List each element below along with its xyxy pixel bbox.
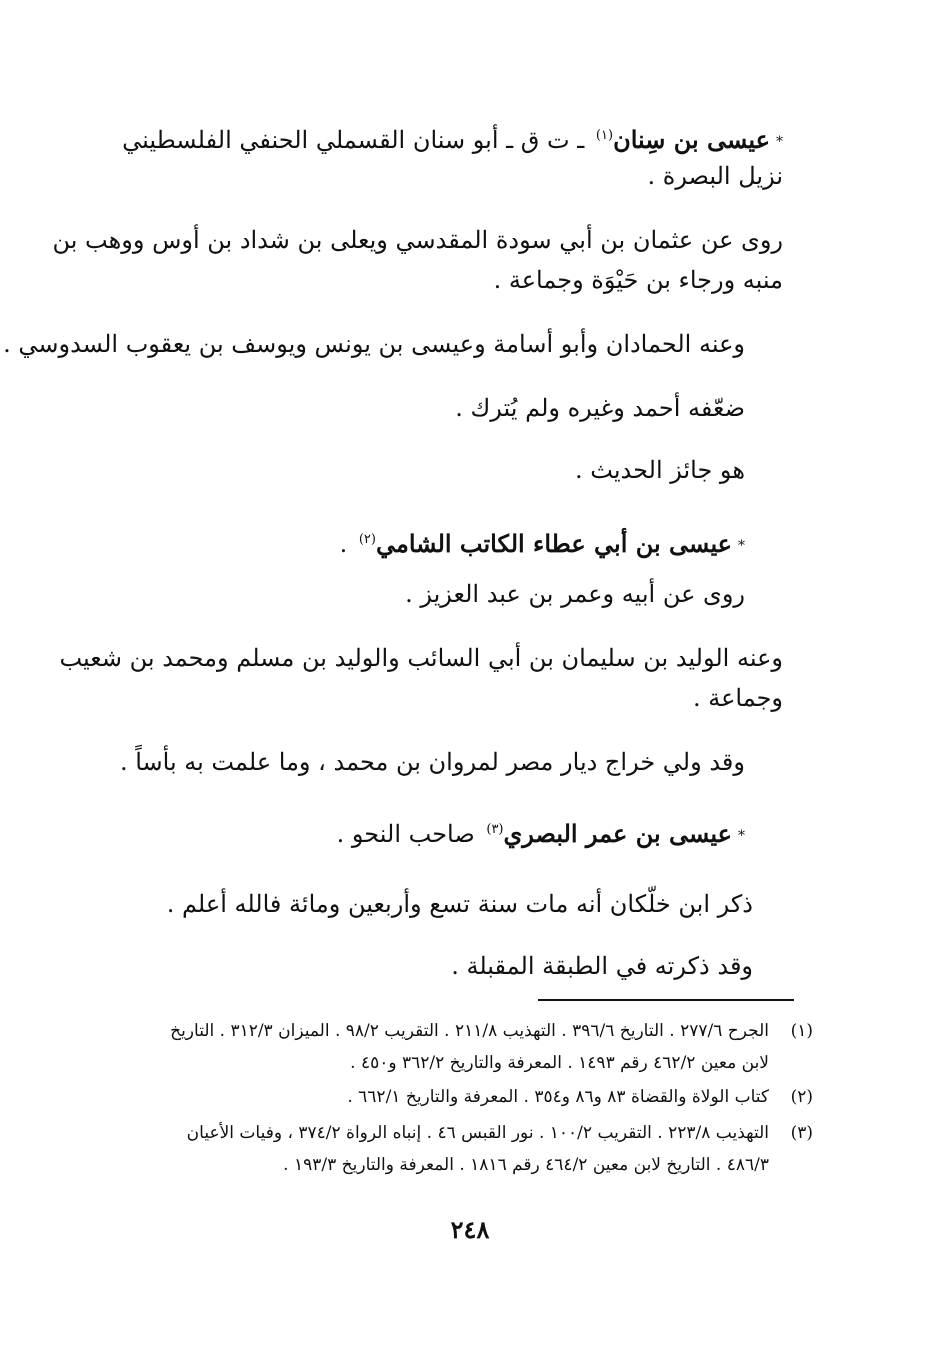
entry-heading-isa-ibn-abi-ata (340, 522, 745, 564)
footnote-2 (347, 1084, 813, 1110)
footnote-number: (٢) (790, 1087, 813, 1107)
footnote-1 (170, 1018, 813, 1044)
footnote-number: (٣) (790, 1123, 813, 1143)
entry-line: وعنه الحمادان وأبو أسامة وعيسى بن يونس ويوسف بن يعقوب السدوسي . (3, 330, 745, 358)
entry-marker: * (738, 827, 745, 844)
footnote-3 (187, 1120, 813, 1146)
entry-line: هو جائز الحديث . (575, 456, 745, 484)
entry-text: . (339, 530, 355, 558)
entry-heading-isa-ibn-umar (337, 812, 745, 854)
footnote-text: الجرح ٢٧٧/٦ . التاريخ ٣٩٦/٦ . التهذيب ٢١١/٨ . التقريب ٩٨/٢ . الميزان ٣١٢/٣ . التاريخ (170, 1021, 769, 1041)
entry-name: عيسى بن عمر البصري (503, 819, 732, 848)
page-number: ٢٤٨ (450, 1215, 490, 1244)
footnote-ref: (٢) (358, 532, 376, 547)
entry-line: منبه ورجاء بن حَيْوَة وجماعة . (493, 266, 783, 294)
footnote-text: التهذيب ٢٢٣/٨ . التقريب ١٠٠/٢ . نور القبس ٤٦ . إنباه الرواة ٣٧٤/٢ ، وفيات الأعيان (186, 1123, 769, 1143)
entry-marker: * (738, 537, 745, 554)
footnote-text: كتاب الولاة والقضاة ٨٣ و٨٦ و٣٥٤ . المعرفة والتاريخ ٦٦٢/١ . (347, 1087, 769, 1107)
entry-heading-isa-ibn-sinan (122, 118, 783, 160)
entry-line: وقد ولي خراج ديار مصر لمروان بن محمد ، وما علمت به بأساً . (119, 748, 745, 776)
entry-name: عيسى بن أبي عطاء الكاتب الشامي (375, 529, 732, 558)
entry-text: ـ ت ق ـ أبو سنان القسملي الحنفي الفلسطيني (122, 126, 592, 154)
entry-line: وعنه الوليد بن سليمان بن أبي السائب والوليد بن مسلم ومحمد بن شعيب (59, 644, 783, 672)
footnote-number: (١) (790, 1021, 813, 1041)
entry-line: ضعّفه أحمد وغيره ولم يُترك . (455, 394, 745, 422)
footnote-line: ٤٨٦/٣ . التاريخ لابن معين ٤٦٤/٢ رقم ١٨١٦ . المعرفة والتاريخ ١٩٣/٣ . (283, 1155, 769, 1175)
footnote-line: لابن معين ٤٦٢/٢ رقم ١٤٩٣ . المعرفة والتاريخ ٣٦٢/٢ و٤٥٠ . (350, 1053, 769, 1073)
entry-line: روى عن أبيه وعمر بن عبد العزيز . (405, 580, 745, 608)
entry-line: ذكر ابن خلّكان أنه مات سنة تسع وأربعين ومائة فالله أعلم . (166, 890, 753, 918)
entry-marker: * (776, 133, 783, 150)
footnote-ref: (١) (595, 128, 614, 143)
entry-text: صاحب النحو . (336, 820, 483, 848)
footnote-ref: (٣) (486, 822, 504, 837)
entry-name: عيسى بن سِنان (613, 125, 770, 154)
entry-line: نزيل البصرة . (647, 162, 783, 190)
entry-line: وجماعة . (692, 684, 783, 712)
entry-line: روى عن عثمان بن أبي سودة المقدسي ويعلى بن شداد بن أوس ووهب بن (52, 226, 783, 254)
entry-line: وقد ذكرته في الطبقة المقبلة . (451, 952, 753, 980)
footnote-separator (538, 999, 794, 1001)
